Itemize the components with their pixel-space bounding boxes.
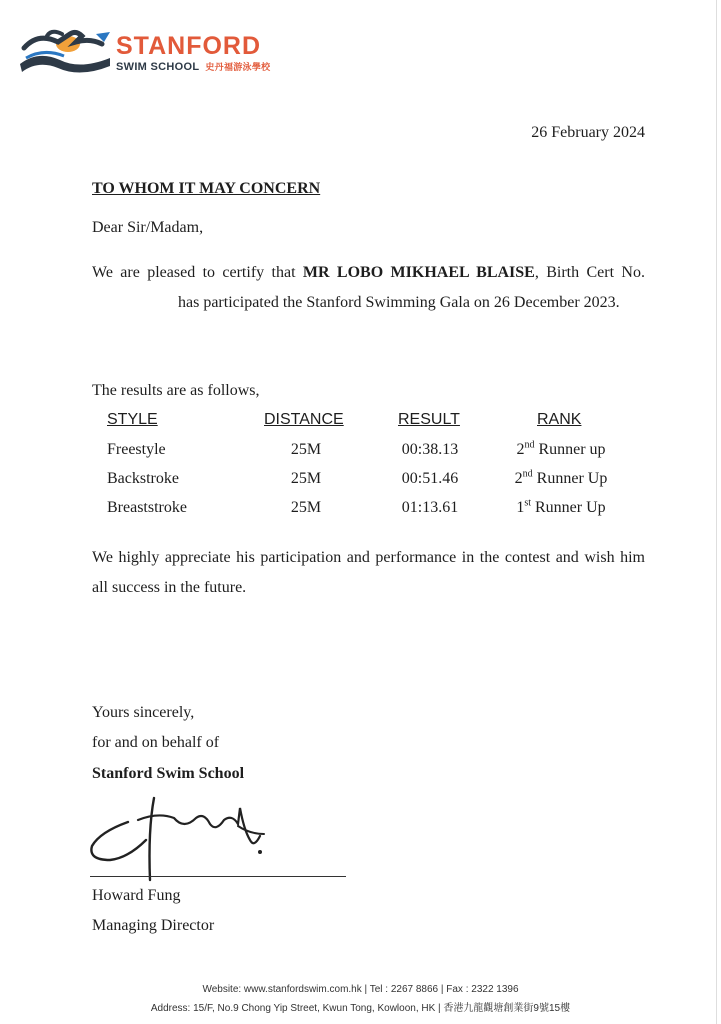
certify-paragraph	[92, 258, 645, 318]
rank-text: Runner up	[534, 441, 606, 458]
signatory-title: Managing Director	[92, 917, 215, 934]
participant-name: MR LOBO MIKHAEL BLAISE	[302, 264, 535, 281]
para1-birth-cert: , Birth Cert No.	[534, 264, 645, 281]
rank-number: 2	[516, 441, 525, 458]
row-rank	[502, 441, 620, 459]
row-rank	[502, 499, 620, 517]
row-distance: 25M	[290, 499, 322, 516]
letter-date: 26 February 2024	[531, 124, 645, 141]
rank-number: 1	[516, 499, 525, 516]
rank-text: Runner Up	[531, 499, 606, 516]
row-distance: 25M	[290, 441, 322, 458]
row-result: 00:38.13	[401, 441, 459, 458]
para1-intro: We are pleased to certify that	[92, 264, 303, 281]
brand-sub-cn: 史丹福游泳學校	[205, 62, 271, 72]
header-result: RESULT	[398, 411, 460, 428]
page-edge	[716, 0, 717, 1024]
results-intro: The results are as follows,	[92, 382, 260, 399]
row-result: 01:13.61	[401, 499, 459, 516]
letter-subject: TO WHOM IT MAY CONCERN	[92, 180, 321, 197]
brand-sub-en: SWIM SCHOOL	[116, 61, 200, 73]
signature-image	[88, 790, 348, 885]
row-rank	[502, 470, 620, 488]
row-style: Breaststroke	[107, 499, 187, 516]
rank-text: Runner Up	[532, 470, 608, 487]
row-distance: 25M	[290, 470, 322, 487]
rank-number: 2	[514, 470, 523, 487]
row-style: Freestyle	[107, 441, 166, 458]
header-distance: DISTANCE	[264, 411, 344, 428]
para1-gala: has participated the Stanford Swimming Gala on 26 December 2023.	[178, 294, 620, 311]
signature-line	[90, 876, 346, 877]
school-logo	[18, 28, 288, 78]
header-rank: RANK	[537, 411, 582, 428]
organization-name: Stanford Swim School	[92, 765, 245, 782]
brand-subtitle	[116, 60, 270, 73]
letter-greeting: Dear Sir/Madam,	[92, 219, 204, 236]
row-result: 00:51.46	[401, 470, 459, 487]
signatory-name: Howard Fung	[92, 887, 181, 904]
rank-suffix: st	[524, 497, 531, 509]
rank-suffix: nd	[524, 439, 535, 451]
swimmer-wave-icon	[18, 28, 114, 78]
row-style: Backstroke	[107, 470, 179, 487]
footer-contact: Website: www.stanfordswim.com.hk | Tel : 2267 8866 | Fax : 2322 1396	[202, 984, 519, 995]
appreciation-paragraph: We highly appreciate his participation and performance in the contest and wish him all success in the future.	[92, 549, 645, 596]
header-style: STYLE	[107, 411, 158, 428]
footer-address: Address: 15/F, No.9 Chong Yip Street, Kwun Tong, Kowloon, HK | 香港九龍觀塘創業街9號15樓	[150, 1003, 571, 1014]
brand-name: STANFORD	[116, 32, 262, 60]
rank-suffix: nd	[522, 468, 533, 480]
closing-line: Yours sincerely,	[92, 704, 195, 721]
behalf-line: for and on behalf of	[92, 734, 220, 751]
